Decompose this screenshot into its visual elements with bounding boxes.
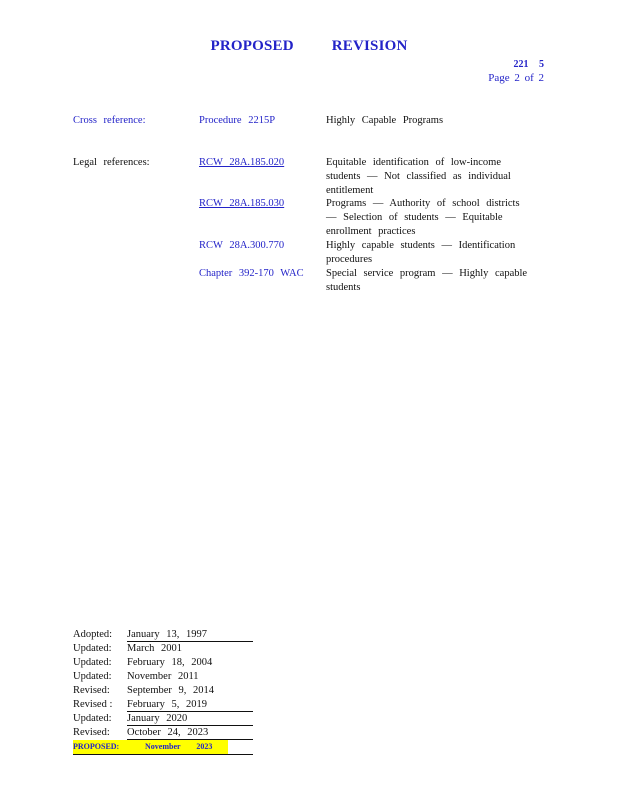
history-divider — [73, 754, 253, 755]
title-proposed: PROPOSED — [210, 38, 294, 54]
legal-ref-desc-2: Programs — Authority of school districts — Selection of students — Equitable enrollment practices — [326, 198, 520, 237]
history-date: September 9, 2014 — [127, 685, 215, 696]
history-label: Updated: — [73, 713, 112, 724]
history-label: PROPOSED: — [73, 742, 120, 751]
legal-ref-desc-1: Equitable identification of low-income students — Not classified as individual entitlement — [326, 157, 511, 196]
history-row — [73, 670, 258, 684]
history-row — [73, 628, 258, 642]
history-row-proposed — [73, 740, 228, 754]
history-label: Revised: — [73, 685, 110, 696]
page-title — [0, 38, 618, 55]
history-date: January 2020 — [127, 712, 253, 726]
history-label: Revised : — [73, 699, 113, 710]
legal-ref-link-4[interactable]: Chapter 392-170 WAC — [199, 268, 304, 279]
policy-number: 221 5 — [513, 59, 544, 70]
title-revision: REVISION — [331, 38, 408, 54]
history-date: January 13, 1997 — [127, 628, 253, 642]
legal-ref-link-1[interactable]: RCW 28A.185.020 — [199, 157, 285, 168]
history-label: Revised: — [73, 727, 110, 738]
history-row — [73, 656, 258, 670]
cross-reference-link[interactable]: Procedure 2215P — [199, 115, 276, 126]
history-date: November 2011 — [127, 671, 199, 682]
history-row — [73, 642, 258, 656]
history-date: October 24, 2023 — [127, 726, 253, 740]
history-row — [73, 698, 258, 712]
cross-reference-label: Cross reference: — [73, 115, 146, 126]
history-label: Updated: — [73, 643, 112, 654]
history-date: February 5, 2019 — [127, 698, 253, 712]
cross-reference-desc: Highly Capable Programs — [326, 115, 444, 126]
history-row — [73, 712, 258, 726]
policy-history — [73, 628, 258, 754]
legal-ref-desc-3: Highly capable students — Identification procedures — [326, 240, 516, 265]
page-number: Page 2 of 2 — [488, 72, 544, 84]
history-label: Adopted: — [73, 629, 113, 640]
history-date: November 2023 — [145, 742, 213, 751]
history-row — [73, 726, 258, 740]
legal-ref-link-3[interactable]: RCW 28A.300.770 — [199, 240, 285, 251]
legal-ref-desc-4: Special service program — Highly capable students — [326, 268, 528, 293]
history-label: Updated: — [73, 671, 112, 682]
history-row — [73, 684, 258, 698]
legal-ref-link-2[interactable]: RCW 28A.185.030 — [199, 198, 285, 209]
history-date: March 2001 — [127, 643, 183, 654]
legal-references-label: Legal references: — [73, 157, 150, 168]
history-date: February 18, 2004 — [127, 657, 213, 668]
history-label: Updated: — [73, 657, 112, 668]
